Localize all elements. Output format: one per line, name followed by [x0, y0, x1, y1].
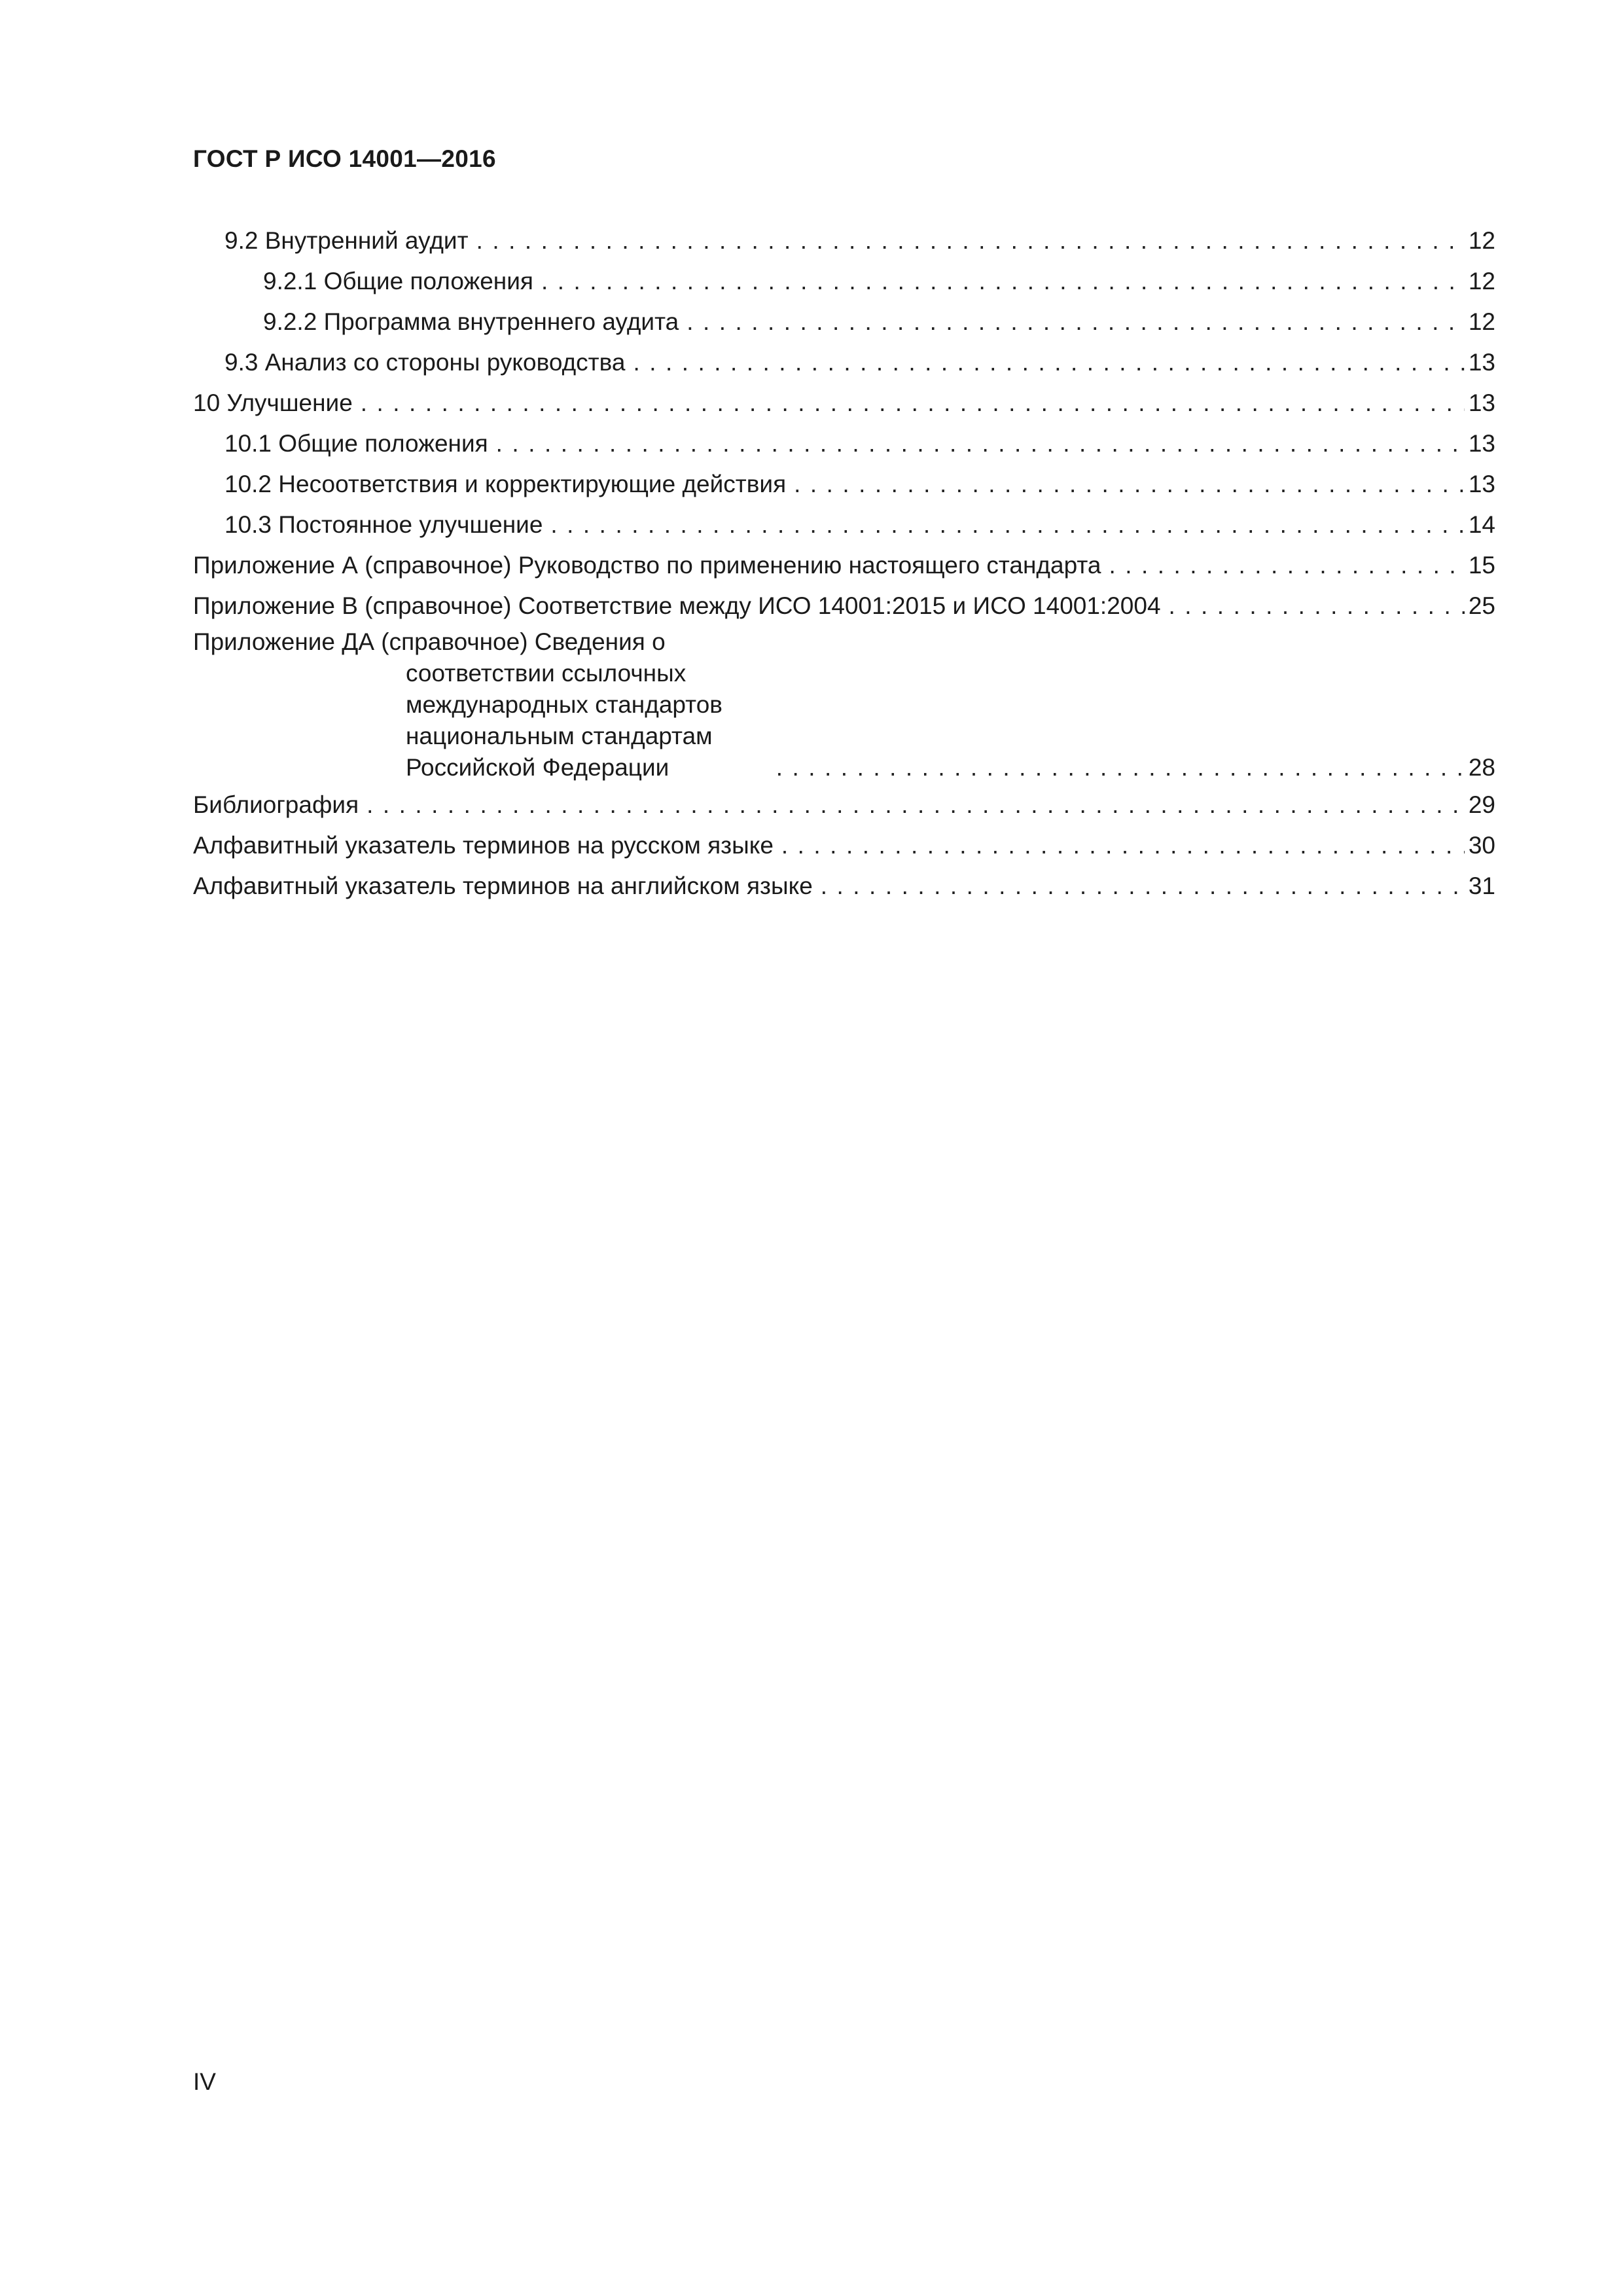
toc-dot-leader [781, 825, 1465, 866]
toc-dot-leader [1169, 586, 1465, 626]
toc-entry-page: 25 [1468, 592, 1495, 619]
toc-entry[interactable] [193, 423, 1495, 464]
toc-dot-leader [361, 383, 1465, 423]
toc-entry[interactable] [193, 342, 1495, 383]
toc-entry[interactable] [193, 825, 1495, 866]
toc-entry-title: 10.1 Общие положения [224, 430, 488, 457]
toc-entry-page: 15 [1468, 552, 1495, 579]
toc-entry-title: 9.2.2 Программа внутреннего аудита [263, 308, 679, 335]
toc-entry[interactable] [193, 261, 1495, 302]
toc-entry-title: 9.2 Внутренний аудит [224, 227, 469, 254]
toc-entry-title: Приложение В (справочное) Соответствие между ИСО 14001:2015 и ИСО 14001:2004 [193, 592, 1161, 619]
toc-dot-leader [496, 423, 1465, 464]
toc-entry[interactable] [193, 545, 1495, 586]
toc-entry-page: 12 [1468, 308, 1495, 335]
toc-entry-title: Алфавитный указатель терминов на английском языке [193, 872, 813, 899]
toc-entry-page: 31 [1468, 872, 1495, 899]
toc-entry[interactable] [193, 626, 1495, 783]
toc-entry-page: 12 [1468, 227, 1495, 254]
toc-dot-leader [794, 464, 1465, 505]
toc-entry-page: 12 [1468, 268, 1495, 295]
toc-entry-title: Приложение А (справочное) Руководство по применению настоящего стандарта [193, 552, 1101, 579]
toc-dot-leader [633, 342, 1464, 383]
toc-dot-leader [687, 302, 1465, 342]
toc-dot-leader [1109, 545, 1464, 586]
toc-entry-page: 14 [1468, 511, 1495, 538]
toc-entry-page: 28 [1468, 754, 1495, 781]
toc-dot-leader [366, 785, 1465, 825]
toc-entry-title: 10 Улучшение [193, 389, 353, 416]
toc-entry-title: 10.2 Несоответствия и корректирующие действия [224, 471, 787, 497]
toc-entry-page: 30 [1468, 832, 1495, 859]
toc-entry[interactable] [193, 586, 1495, 626]
page-number: IV [193, 2068, 216, 2095]
toc-entry-title: 9.3 Анализ со стороны руководства [224, 349, 626, 376]
toc-entry[interactable] [193, 302, 1495, 342]
toc-entry[interactable] [193, 785, 1495, 825]
toc-entry-title: Алфавитный указатель терминов на русском языке [193, 832, 774, 859]
toc-entry-page: 13 [1468, 349, 1495, 376]
toc-entry[interactable] [193, 866, 1495, 906]
toc-entry[interactable] [193, 505, 1495, 545]
toc-entry-title: 10.3 Постоянное улучшение [224, 511, 543, 538]
toc-entry-page: 13 [1468, 471, 1495, 497]
toc-entry[interactable] [193, 383, 1495, 423]
toc-entry-title: Библиография [193, 791, 359, 818]
toc-entry[interactable] [193, 221, 1495, 261]
table-of-contents [193, 221, 1495, 906]
toc-dot-leader [776, 752, 1465, 783]
toc-dot-leader [541, 261, 1465, 302]
toc-dot-leader [821, 866, 1465, 906]
toc-entry-title: 9.2.1 Общие положения [263, 268, 533, 295]
toc-entry-page: 13 [1468, 389, 1495, 416]
toc-dot-leader [476, 221, 1465, 261]
toc-entry-page: 29 [1468, 791, 1495, 818]
toc-entry-page: 13 [1468, 430, 1495, 457]
document-header: ГОСТ Р ИСО 14001—2016 [193, 145, 496, 172]
toc-dot-leader [550, 505, 1464, 545]
toc-entry-title: Приложение ДА (справочное) Сведения о соответствии ссылочных международных стандартов национальным стандартам Российской Федерации [193, 628, 722, 781]
toc-entry[interactable] [193, 464, 1495, 505]
